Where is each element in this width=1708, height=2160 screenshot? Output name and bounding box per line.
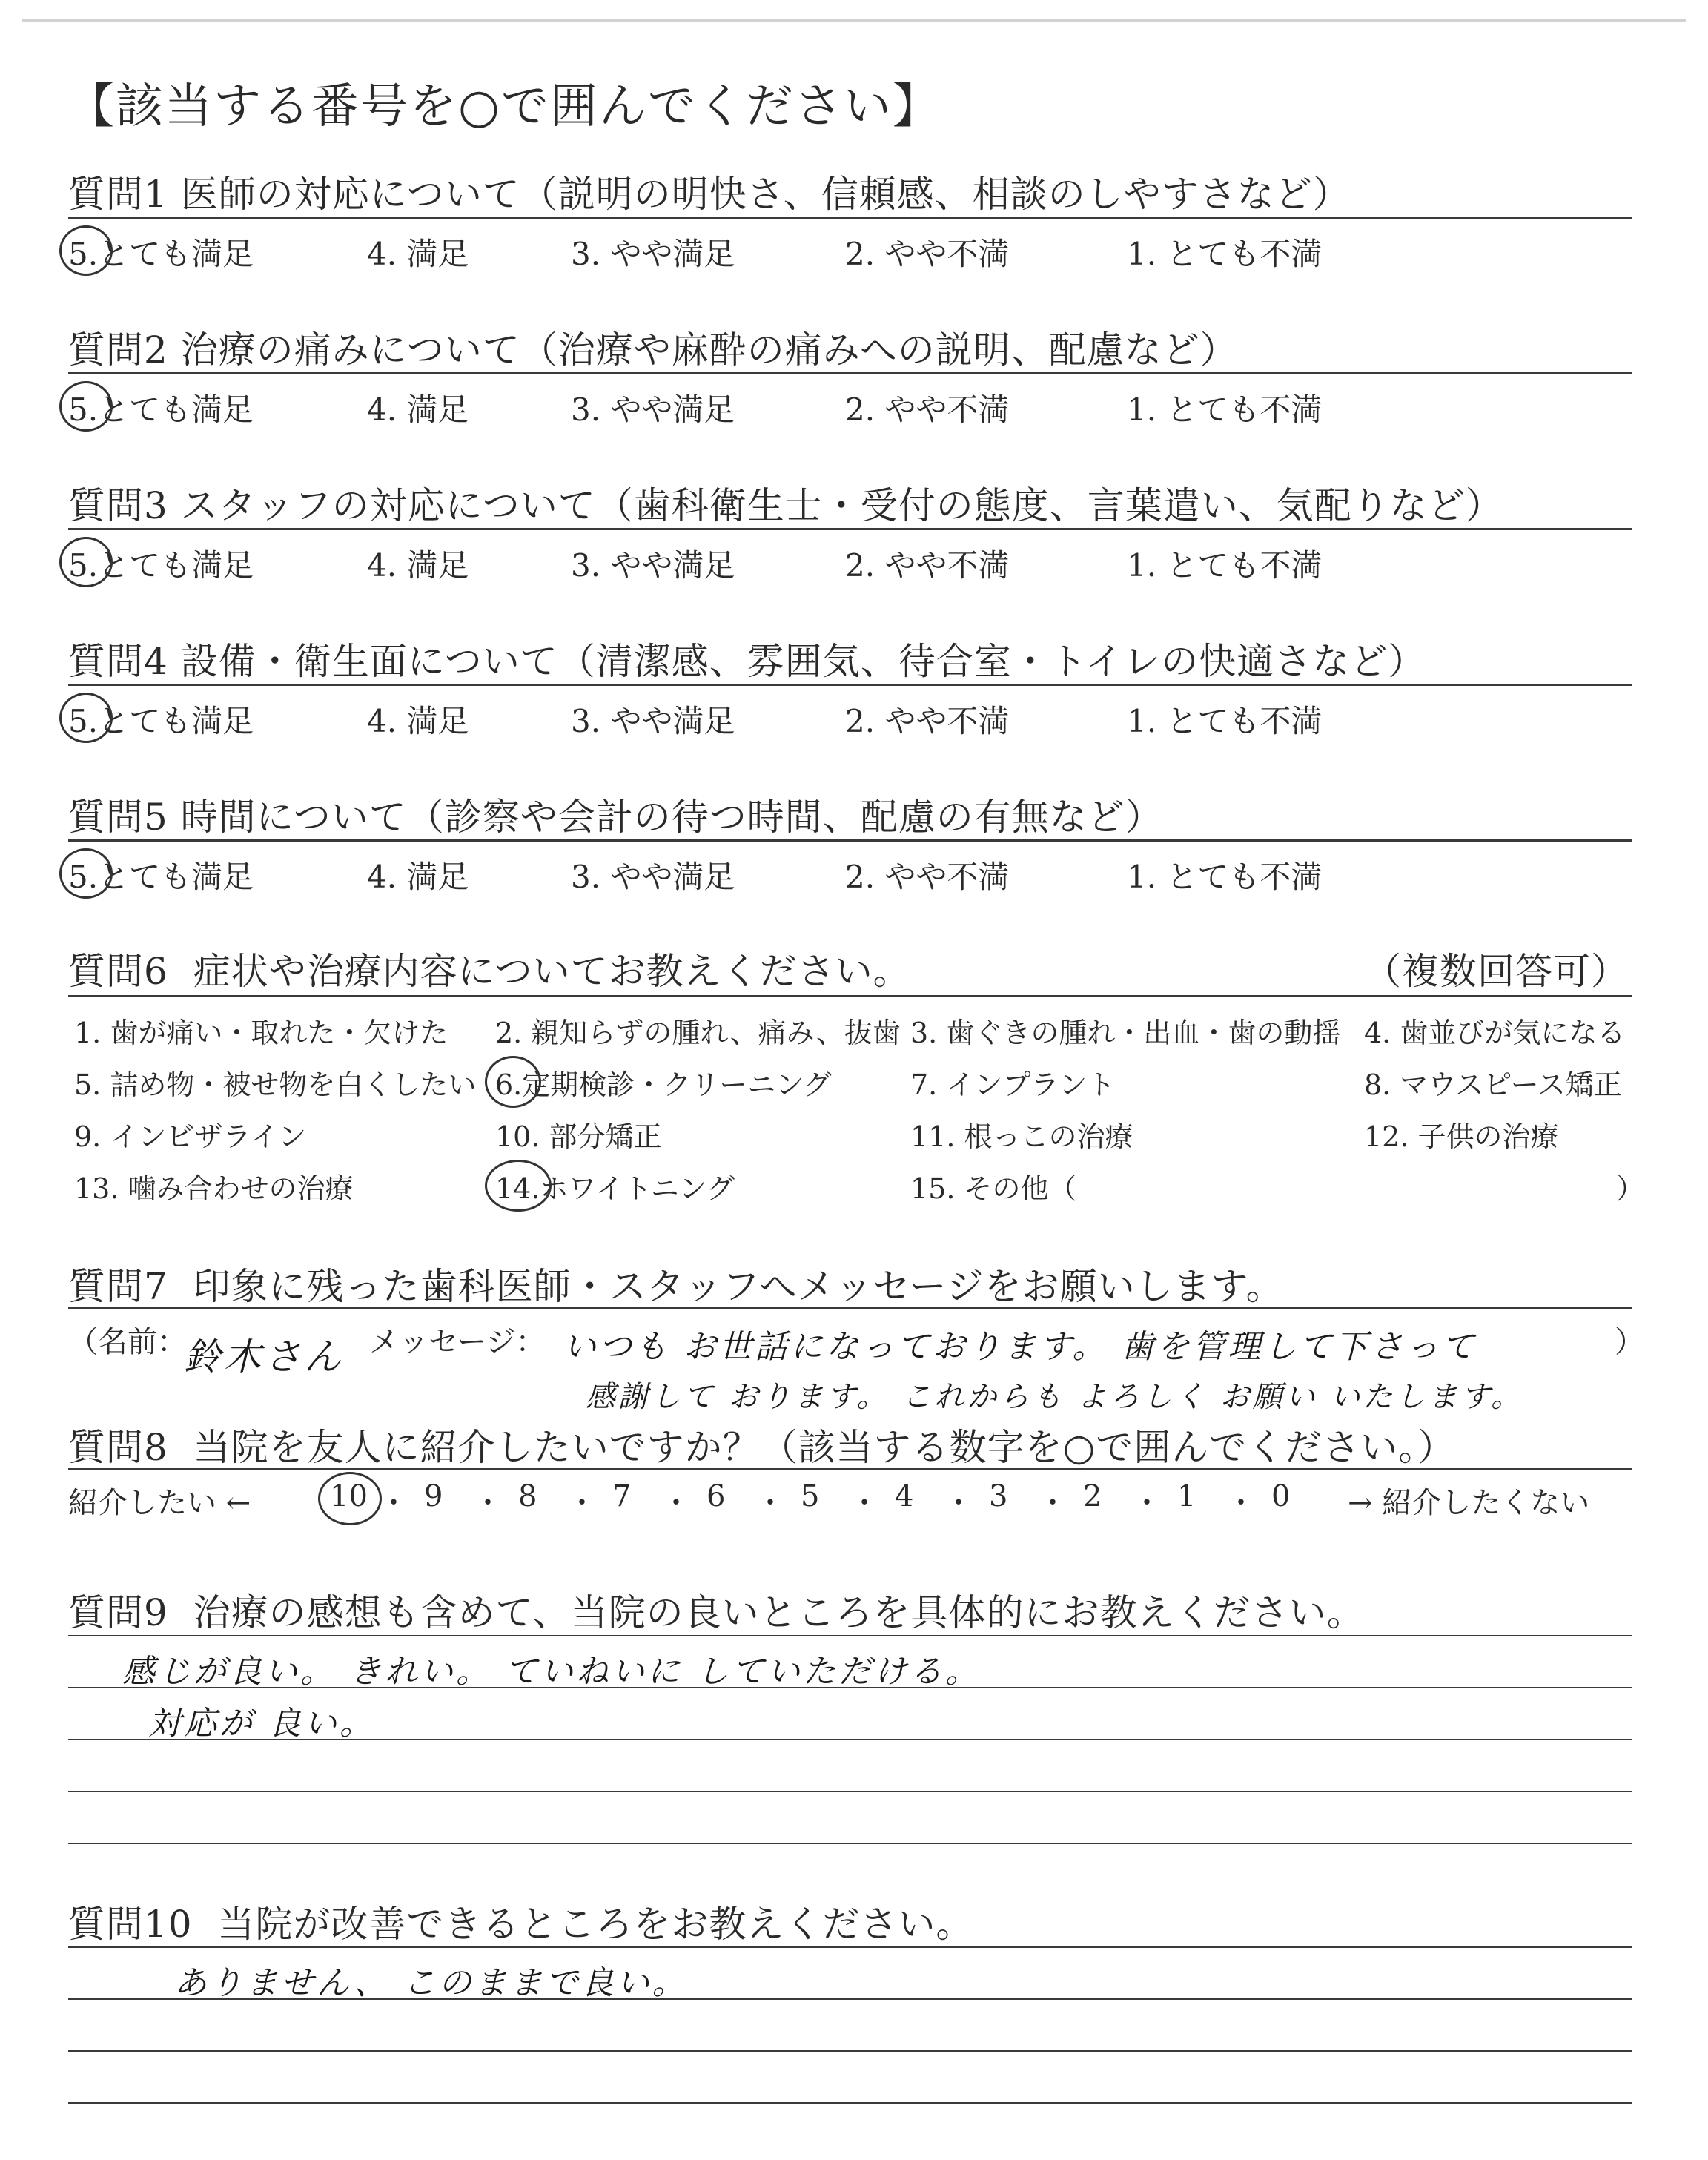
q7-close: ） [1615, 1325, 1644, 1359]
q8-scale-dot: ・ [1132, 1486, 1162, 1520]
q8-left-label: 紹介したい ← [68, 1486, 251, 1520]
q8-scale-dot: ・ [944, 1486, 973, 1520]
q7-text: 印象に残った歯科医師・スタッフへメッセージをお願いします。 [193, 1265, 1284, 1308]
q4-option-4[interactable]: 4. 満足 [367, 703, 469, 739]
q9-label: 質問9 [68, 1591, 168, 1634]
q8-scale-10[interactable]: 10 [330, 1479, 368, 1513]
q5-label: 質問5 [68, 796, 168, 839]
q6-option-7[interactable]: 7. インプラント [910, 1069, 1116, 1101]
q8-scale-3[interactable]: 3 [989, 1479, 1008, 1513]
q3-option-1[interactable]: 1. とても不満 [1127, 547, 1323, 584]
q3-option-4[interactable]: 4. 満足 [367, 547, 469, 584]
q10-label: 質問10 [68, 1903, 193, 1946]
q1-text: 医師の対応について（説明の明快さ、信頼感、相談のしやすさなど） [180, 173, 1351, 216]
q8-scale-0[interactable]: 0 [1271, 1479, 1291, 1513]
q5-option-2[interactable]: 2. やや不満 [845, 859, 1010, 895]
q8-label: 質問8 [68, 1426, 168, 1469]
q6-option-6[interactable]: 6.定期検診・クリーニング [495, 1069, 832, 1101]
q6-option-8[interactable]: 8. マウスピース矯正 [1364, 1069, 1622, 1101]
q6-rule [68, 995, 1632, 997]
q8-scale-9[interactable]: 9 [424, 1479, 443, 1513]
q8-scale-1[interactable]: 1 [1177, 1479, 1196, 1513]
q2-selection-circle [59, 381, 113, 432]
q3-option-3[interactable]: 3. やや満足 [571, 547, 735, 584]
q4-label: 質問4 [68, 640, 168, 683]
q3-option-2[interactable]: 2. やや不満 [845, 547, 1010, 584]
q9-answer-line1: 感じが良い。 きれい。 ていねいに していただける。 [122, 1653, 981, 1691]
q7-label: 質問7 [68, 1265, 168, 1308]
q1-option-5[interactable]: 5.とても満足 [68, 236, 254, 272]
q6-option-2[interactable]: 2. 親知らずの腫れ、痛み、抜歯 [495, 1017, 901, 1049]
q6-option-4[interactable]: 4. 歯並びが気になる [1364, 1017, 1626, 1049]
q8-scale-8[interactable]: 8 [518, 1479, 537, 1513]
q2-option-4[interactable]: 4. 満足 [367, 392, 469, 428]
q4-heading [68, 632, 1426, 685]
q1-option-1[interactable]: 1. とても不満 [1127, 236, 1323, 272]
q6-option-13[interactable]: 13. 噛み合わせの治療 [74, 1172, 354, 1205]
q5-selection-circle [59, 848, 113, 899]
q8-scale-dot: ・ [1038, 1486, 1068, 1520]
q5-text: 時間について（診察や会計の待つ時間、配慮の有無など） [180, 796, 1163, 839]
q9-text: 治療の感想も含めて、当院の良いところを具体的にお教えください。 [193, 1591, 1365, 1634]
q7-message-label: メッセージ： [369, 1325, 546, 1359]
q10-line-3 [68, 2050, 1632, 2052]
q4-option-3[interactable]: 3. やや満足 [571, 703, 735, 739]
q6-option-14[interactable]: 14.ホワイトニング [495, 1172, 735, 1205]
q10-line-4 [68, 2102, 1632, 2104]
q7-name-value: 鈴木さん [184, 1335, 344, 1378]
q2-option-1[interactable]: 1. とても不満 [1127, 392, 1323, 428]
q6-selection-circle [485, 1160, 552, 1212]
q5-option-1[interactable]: 1. とても不満 [1127, 859, 1323, 895]
q8-scale-4[interactable]: 4 [895, 1479, 914, 1513]
q4-rule [68, 684, 1632, 686]
q8-scale-dot: ・ [567, 1486, 597, 1520]
q2-rule [68, 372, 1632, 374]
q4-option-2[interactable]: 2. やや不満 [845, 703, 1010, 739]
q8-scale-dot: ・ [473, 1486, 503, 1520]
q10-line-1 [68, 1946, 1632, 1948]
q8-scale-7[interactable]: 7 [612, 1479, 632, 1513]
q8-selection-circle [318, 1472, 382, 1525]
q5-rule [68, 839, 1632, 842]
q3-heading [68, 476, 1503, 529]
q9-answer-line2: 対応が 良い。 [148, 1705, 375, 1743]
q9-heading [68, 1583, 1365, 1636]
q6-label: 質問6 [68, 950, 168, 993]
q8-heading [68, 1418, 1455, 1471]
q9-line-1 [68, 1635, 1632, 1636]
q4-option-1[interactable]: 1. とても不満 [1127, 703, 1323, 739]
q1-option-4[interactable]: 4. 満足 [367, 236, 469, 272]
q6-option-15[interactable]: 15. その他（ [910, 1172, 1077, 1205]
q1-rule [68, 217, 1632, 219]
q3-option-5[interactable]: 5.とても満足 [68, 547, 254, 584]
q10-heading [68, 1895, 973, 1948]
q9-line-2 [68, 1687, 1632, 1688]
q7-name-label: （名前： [68, 1325, 187, 1359]
q6-text: 症状や治療内容についてお教えください。 [193, 950, 911, 993]
q7-rule [68, 1307, 1632, 1309]
q6-other-close: ） [1616, 1172, 1645, 1205]
q9-line-3 [68, 1739, 1632, 1740]
q6-option-5[interactable]: 5. 詰め物・被せ物を白くしたい [74, 1069, 477, 1101]
page-title: 【該当する番号を○で囲んでください】 [67, 79, 941, 134]
q1-heading [68, 165, 1351, 218]
q1-selection-circle [59, 225, 113, 276]
q4-selection-circle [59, 693, 113, 743]
q9-line-4 [68, 1791, 1632, 1792]
q8-scale-dot: ・ [850, 1486, 879, 1520]
q9-line-5 [68, 1843, 1632, 1844]
q3-rule [68, 528, 1632, 530]
q8-scale-dot: ・ [755, 1486, 785, 1520]
q6-heading [68, 942, 911, 995]
q6-option-12[interactable]: 12. 子供の治療 [1364, 1120, 1559, 1153]
q4-option-5[interactable]: 5.とても満足 [68, 703, 254, 739]
q2-option-2[interactable]: 2. やや不満 [845, 392, 1010, 428]
q7-message-line1: いつも お世話になっております。 歯を管理して下さって [563, 1328, 1477, 1366]
q8-text: 当院を友人に紹介したいですか？（該当する数字を○で囲んでください。） [193, 1426, 1456, 1469]
q1-option-3[interactable]: 3. やや満足 [571, 236, 735, 272]
q8-scale-6[interactable]: 6 [706, 1479, 726, 1513]
q3-label: 質問3 [68, 484, 168, 527]
q2-option-5[interactable]: 5.とても満足 [68, 392, 254, 428]
q10-answer-line1: ありません、 このままで良い。 [174, 1964, 688, 2002]
q8-scale-5[interactable]: 5 [801, 1479, 820, 1513]
q3-text: スタッフの対応について（歯科衛生士・受付の態度、言葉遣い、気配りなど） [180, 484, 1503, 527]
q5-option-4[interactable]: 4. 満足 [367, 859, 469, 895]
q1-label: 質問1 [68, 173, 168, 216]
q8-scale-dot: ・ [379, 1486, 408, 1520]
q6-option-3[interactable]: 3. 歯ぐきの腫れ・出血・歯の動揺 [910, 1017, 1341, 1049]
q8-right-label: → 紹介したくない [1348, 1486, 1590, 1520]
q6-selection-circle [485, 1056, 541, 1108]
q6-option-1[interactable]: 1. 歯が痛い・取れた・欠けた [74, 1017, 448, 1049]
q2-text: 治療の痛みについて（治療や麻酔の痛みへの説明、配慮など） [180, 328, 1238, 371]
q10-text: 当院が改善できるところをお教えください。 [217, 1903, 974, 1946]
q1-option-2[interactable]: 2. やや不満 [845, 236, 1010, 272]
q7-message-line2: 感謝して おります。 これからも よろしく お願い いたします。 [586, 1380, 1524, 1414]
q8-scale-2[interactable]: 2 [1083, 1479, 1102, 1513]
top-border [22, 19, 1686, 22]
q4-text: 設備・衛生面について（清潔感、雰囲気、待合室・トイレの快適さなど） [180, 640, 1426, 683]
q5-heading [68, 787, 1163, 841]
q8-rule [68, 1468, 1632, 1470]
q3-selection-circle [59, 537, 113, 587]
q2-heading [68, 320, 1238, 374]
q8-scale-dot: ・ [1226, 1486, 1256, 1520]
q10-line-2 [68, 1998, 1632, 2000]
q2-label: 質問2 [68, 328, 168, 371]
q7-heading [68, 1257, 1284, 1310]
q5-option-3[interactable]: 3. やや満足 [571, 859, 735, 895]
q6-option-11[interactable]: 11. 根っこの治療 [910, 1120, 1133, 1153]
q6-option-10[interactable]: 10. 部分矯正 [495, 1120, 662, 1153]
q6-note: （複数回答可） [1364, 950, 1629, 993]
q5-option-5[interactable]: 5.とても満足 [68, 859, 254, 895]
q8-scale-dot: ・ [661, 1486, 691, 1520]
q2-option-3[interactable]: 3. やや満足 [571, 392, 735, 428]
q6-option-9[interactable]: 9. インビザライン [74, 1120, 307, 1153]
